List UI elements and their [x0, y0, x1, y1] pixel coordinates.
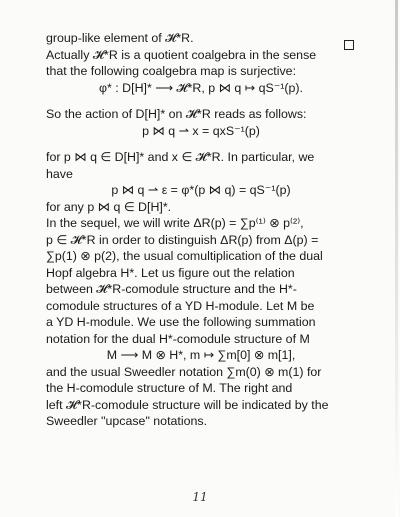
text-line: notation for the dual H*-comodule structure of M — [46, 331, 310, 346]
text-line: between 𝓗*R-comodule structure and the H*- — [46, 282, 297, 296]
page-edge-shadow — [395, 0, 398, 517]
text-line: comodule structures of a YD H-module. Let M be — [46, 298, 315, 313]
text-line: and the usual Sweedler notation ∑m(0) ⊗ m(1) for — [46, 364, 322, 379]
text-line: So the action of D[H]* on 𝓗*R reads as follows: — [46, 107, 307, 121]
text-line: for any p ⋈ q ∈ D[H]*. — [46, 199, 172, 214]
text-line: group-like element of 𝓗*R. — [46, 31, 194, 45]
text-line: for p ⋈ q ∈ D[H]* and x ∈ 𝓗*R. In particular, we — [46, 150, 315, 164]
body-text — [46, 30, 356, 430]
text-line: Actually 𝓗*R is a quotient coalgebra in the sense — [46, 47, 317, 62]
display-equation: p ⋈ q ⇀ x = qxS⁻¹(p) — [142, 123, 260, 138]
display-equation: M ⟶ M ⊗ H*, m ↦ ∑m[0] ⊗ m[1], — [106, 348, 296, 362]
page-number: 11 — [192, 490, 208, 504]
text-line: that the following coalgebra map is surjective: — [46, 64, 297, 78]
text-line: a YD H-module. We use the following summation — [46, 315, 316, 329]
text-line: ∑p(1) ⊗ p(2), the usual comultiplication of the dual — [46, 249, 323, 263]
text-line: have — [46, 166, 73, 181]
text-line: Hopf algebra H*. Let us figure out the relation — [46, 265, 295, 280]
text-line: Sweedler "upcase" notations. — [46, 414, 208, 428]
display-equation: φ* : D[H]* ⟶ 𝓗*R, p ⋈ q ↦ qS⁻¹(p). — [99, 80, 303, 95]
text-line: p ∈ 𝓗*R in order to distinguish ΔR(p) from Δ(p) = — [46, 232, 319, 247]
text-line: the H-comodule structure of M. The right and — [46, 381, 293, 395]
display-equation: p ⋈ q ⇀ ε = φ*(p ⋈ q) = qS⁻¹(p) — [111, 183, 291, 197]
text-line: In the sequel, we will write ΔR(p) = ∑p⁽¹⁾ ⊗ p⁽²⁾, — [46, 216, 304, 230]
text-line: left 𝓗*R-comodule structure will be indicated by the — [46, 397, 329, 412]
